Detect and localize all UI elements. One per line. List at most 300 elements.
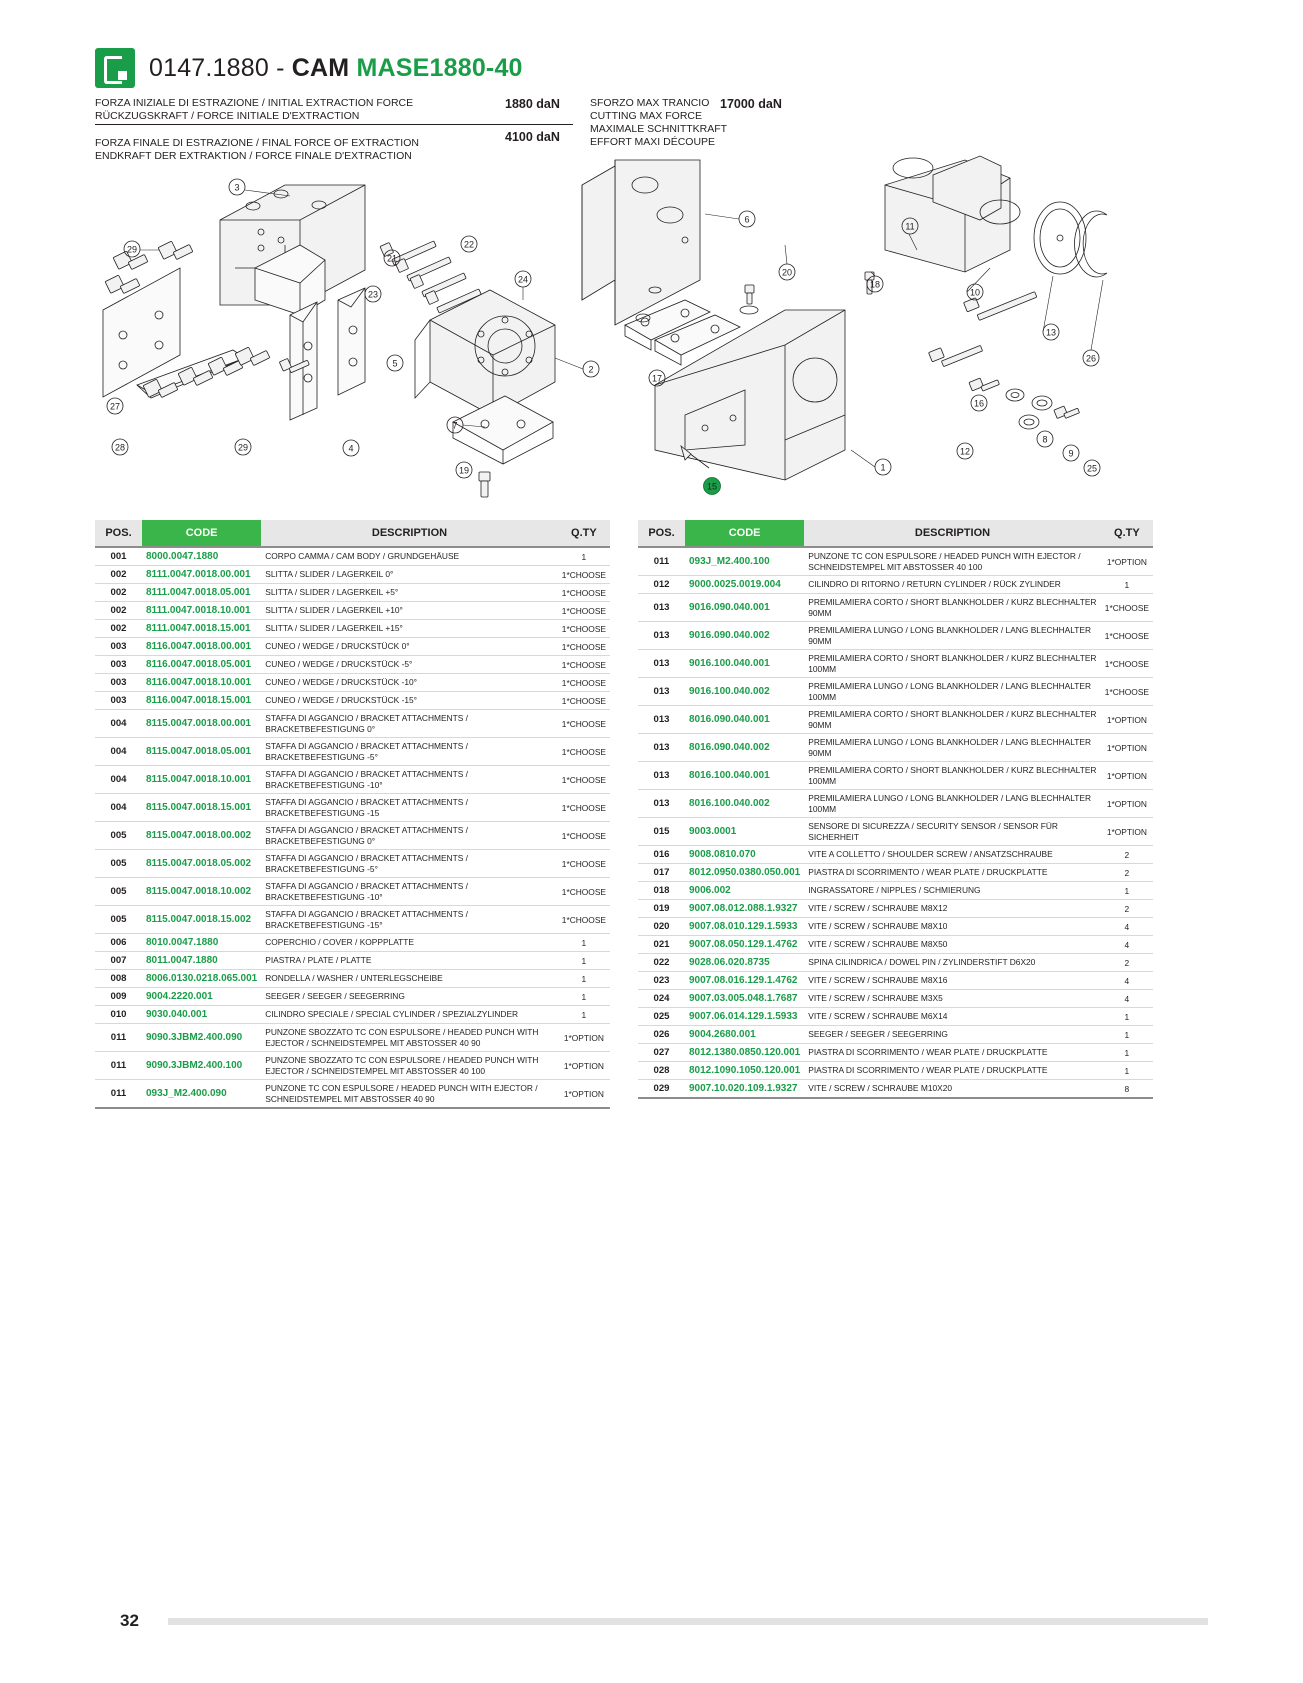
cell-pos: 009 xyxy=(95,988,142,1006)
cell-code: 8012.1090.1050.120.001 xyxy=(685,1062,804,1080)
cell-code: 9016.090.040.002 xyxy=(685,622,804,650)
cell-pos: 005 xyxy=(95,850,142,878)
cell-code: 9090.3JBM2.400.100 xyxy=(142,1052,261,1080)
cell-qty: 1*CHOOSE xyxy=(558,656,610,674)
header-qty: Q.TY xyxy=(1101,520,1153,547)
cell-qty: 4 xyxy=(1101,918,1153,936)
cell-code: 8116.0047.0018.00.001 xyxy=(142,638,261,656)
table-row xyxy=(638,576,1153,594)
cell-qty: 1*OPTION xyxy=(1101,790,1153,818)
cell-code: 8115.0047.0018.15.002 xyxy=(142,906,261,934)
cell-code: 9007.06.014.129.1.5933 xyxy=(685,1008,804,1026)
cell-pos: 010 xyxy=(95,1006,142,1024)
cell-qty: 2 xyxy=(1101,900,1153,918)
cell-code: 8006.0130.0218.065.001 xyxy=(142,970,261,988)
cell-description: STAFFA DI AGGANCIO / BRACKET ATTACHMENTS / BRACKETBEFESTIGUNG -10° xyxy=(261,878,558,906)
final-force-label-1: FORZA FINALE DI ESTRAZIONE / FINAL FORCE OF EXTRACTION xyxy=(95,137,419,149)
initial-force-value: 1880 daN xyxy=(505,97,560,111)
cell-qty: 1 xyxy=(1101,1026,1153,1044)
table-row xyxy=(95,638,610,656)
cell-qty: 1*CHOOSE xyxy=(1101,678,1153,706)
title-code: 0147.1880 - xyxy=(149,53,292,82)
svg-text:25: 25 xyxy=(1086,463,1098,474)
cell-pos: 005 xyxy=(95,906,142,934)
cell-qty: 1*OPTION xyxy=(1101,706,1153,734)
cell-code: 9016.100.040.001 xyxy=(685,650,804,678)
header-qty: Q.TY xyxy=(558,520,610,547)
svg-text:20: 20 xyxy=(781,267,793,278)
cell-qty: 1 xyxy=(1101,882,1153,900)
cell-qty: 1*CHOOSE xyxy=(558,850,610,878)
callout-25 xyxy=(1084,460,1100,476)
svg-text:19: 19 xyxy=(458,465,470,476)
cell-qty: 1*CHOOSE xyxy=(558,710,610,738)
cell-pos: 029 xyxy=(638,1080,685,1099)
cell-code: 8115.0047.0018.05.002 xyxy=(142,850,261,878)
table-row xyxy=(95,620,610,638)
cell-code: 9090.3JBM2.400.090 xyxy=(142,1024,261,1052)
cell-qty: 4 xyxy=(1101,990,1153,1008)
svg-text:23: 23 xyxy=(367,289,379,300)
cell-description: CILINDRO DI RITORNO / RETURN CYLINDER / RÜCK ZYLINDER xyxy=(804,576,1101,594)
cell-description: STAFFA DI AGGANCIO / BRACKET ATTACHMENTS / BRACKETBEFESTIGUNG -5° xyxy=(261,850,558,878)
cell-code: 8115.0047.0018.05.001 xyxy=(142,738,261,766)
title-cam: CAM xyxy=(291,53,357,82)
final-force-label-2: ENDKRAFT DER EXTRAKTION / FORCE FINALE D'EXTRACTION xyxy=(95,150,412,162)
svg-text:11: 11 xyxy=(905,221,915,232)
cell-pos: 013 xyxy=(638,678,685,706)
cell-code: 8115.0047.0018.00.002 xyxy=(142,822,261,850)
cell-code: 8012.0950.0380.050.001 xyxy=(685,864,804,882)
cell-qty: 1 xyxy=(558,1006,610,1024)
table-row xyxy=(638,790,1153,818)
cell-pos: 023 xyxy=(638,972,685,990)
table-row xyxy=(638,547,1153,576)
table-row xyxy=(638,864,1153,882)
table-row xyxy=(95,850,610,878)
cut-force-label-3: MAXIMALE SCHNITTKRAFT xyxy=(590,123,728,135)
table-row xyxy=(95,906,610,934)
cell-code: 8115.0047.0018.10.002 xyxy=(142,878,261,906)
header-code: CODE xyxy=(685,520,804,547)
cell-code: 9007.08.050.129.1.4762 xyxy=(685,936,804,954)
svg-text:18: 18 xyxy=(869,279,881,290)
cell-pos: 001 xyxy=(95,547,142,566)
callout-29b xyxy=(235,439,251,455)
callout-3 xyxy=(229,179,245,195)
cell-description: VITE / SCREW / SCHRAUBE M3X5 xyxy=(804,990,1101,1008)
svg-text:10: 10 xyxy=(969,287,981,298)
cell-description: SEEGER / SEEGER / SEEGERRING xyxy=(804,1026,1101,1044)
cell-qty: 1*OPTION xyxy=(558,1024,610,1052)
cell-description: SLITTA / SLIDER / LAGERKEIL +5° xyxy=(261,584,558,602)
cell-code: 8016.100.040.001 xyxy=(685,762,804,790)
cell-qty: 1*CHOOSE xyxy=(558,602,610,620)
cell-code: 9016.100.040.002 xyxy=(685,678,804,706)
cell-qty: 2 xyxy=(1101,864,1153,882)
svg-text:12: 12 xyxy=(959,446,971,457)
cell-description: SEEGER / SEEGER / SEEGERRING xyxy=(261,988,558,1006)
cell-code: 9006.002 xyxy=(685,882,804,900)
svg-text:28: 28 xyxy=(114,442,126,453)
cell-code: 8115.0047.0018.10.001 xyxy=(142,766,261,794)
table-row xyxy=(638,900,1153,918)
cell-qty: 1*CHOOSE xyxy=(1101,650,1153,678)
table-row xyxy=(95,692,610,710)
svg-text:29: 29 xyxy=(126,244,138,255)
table-row xyxy=(638,1008,1153,1026)
cell-description: PREMILAMIERA LUNGO / LONG BLANKHOLDER / LANG BLECHHALTER 100MM xyxy=(804,790,1101,818)
callout-22 xyxy=(461,236,477,252)
cell-code: 093J_M2.400.100 xyxy=(685,547,804,576)
callout-8 xyxy=(1037,431,1053,447)
table-row xyxy=(638,594,1153,622)
table-row xyxy=(638,706,1153,734)
cell-pos: 006 xyxy=(95,934,142,952)
callout-24 xyxy=(515,271,531,287)
cell-qty: 1*OPTION xyxy=(1101,818,1153,846)
table-row xyxy=(638,1062,1153,1080)
svg-text:8: 8 xyxy=(1042,434,1048,445)
cell-pos: 004 xyxy=(95,766,142,794)
diagram-parts xyxy=(103,156,1107,497)
cell-description: CUNEO / WEDGE / DRUCKSTÜCK -10° xyxy=(261,674,558,692)
table-row xyxy=(95,1080,610,1109)
svg-text:17: 17 xyxy=(651,373,663,384)
cell-pos: 011 xyxy=(95,1024,142,1052)
cell-code: 9003.0001 xyxy=(685,818,804,846)
cell-qty: 1*CHOOSE xyxy=(558,906,610,934)
cell-code: 8012.1380.0850.120.001 xyxy=(685,1044,804,1062)
cell-qty: 1 xyxy=(558,934,610,952)
cell-description: CUNEO / WEDGE / DRUCKSTÜCK -15° xyxy=(261,692,558,710)
cell-description: CUNEO / WEDGE / DRUCKSTÜCK -5° xyxy=(261,656,558,674)
svg-text:1: 1 xyxy=(880,462,886,473)
parts-table-right-head xyxy=(638,520,1153,547)
cell-pos: 016 xyxy=(638,846,685,864)
cell-description: VITE / SCREW / SCHRAUBE M8X50 xyxy=(804,936,1101,954)
cell-code: 8111.0047.0018.15.001 xyxy=(142,620,261,638)
table-row xyxy=(95,934,610,952)
table-row xyxy=(638,678,1153,706)
page-number: 32 xyxy=(120,1611,139,1630)
cell-description: COPERCHIO / COVER / KOPPPLATTE xyxy=(261,934,558,952)
table-row xyxy=(95,674,610,692)
cell-description: PIASTRA DI SCORRIMENTO / WEAR PLATE / DRUCKPLATTE xyxy=(804,1062,1101,1080)
svg-text:5: 5 xyxy=(392,358,398,369)
svg-text:13: 13 xyxy=(1045,327,1057,338)
cell-pos: 003 xyxy=(95,692,142,710)
cell-description: INGRASSATORE / NIPPLES / SCHMIERUNG xyxy=(804,882,1101,900)
cell-qty: 1*OPTION xyxy=(1101,734,1153,762)
cell-qty: 1*OPTION xyxy=(558,1080,610,1109)
cell-description: PREMILAMIERA CORTO / SHORT BLANKHOLDER / KURZ BLECHHALTER 90MM xyxy=(804,594,1101,622)
table-row xyxy=(638,762,1153,790)
callout-10 xyxy=(967,284,983,300)
cell-qty: 1*OPTION xyxy=(558,1052,610,1080)
cell-pos: 013 xyxy=(638,734,685,762)
cell-code: 8115.0047.0018.00.001 xyxy=(142,710,261,738)
table-row xyxy=(95,1024,610,1052)
table-row xyxy=(638,650,1153,678)
cell-description: PUNZONE SBOZZATO TC CON ESPULSORE / HEADED PUNCH WITH EJECTOR / SCHNEIDSTEMPEL MIT ABSTOSSER 40 100 xyxy=(261,1052,558,1080)
cell-pos: 017 xyxy=(638,864,685,882)
parts-table-right xyxy=(638,520,1153,1099)
footer-bar xyxy=(168,1618,1208,1625)
cell-description: STAFFA DI AGGANCIO / BRACKET ATTACHMENTS / BRACKETBEFESTIGUNG 0° xyxy=(261,822,558,850)
cell-qty: 1*CHOOSE xyxy=(558,566,610,584)
cell-description: CORPO CAMMA / CAM BODY / GRUNDGEHÄUSE xyxy=(261,547,558,566)
cut-force-label-2: CUTTING MAX FORCE xyxy=(590,110,702,122)
callout-16 xyxy=(971,395,987,411)
cell-qty: 1 xyxy=(1101,1062,1153,1080)
parts-table-right-body xyxy=(638,547,1153,1098)
cell-qty: 1 xyxy=(1101,576,1153,594)
cell-description: PUNZONE TC CON ESPULSORE / HEADED PUNCH WITH EJECTOR / SCHNEIDSTEMPEL MIT ABSTOSSER 40 90 xyxy=(261,1080,558,1109)
cell-qty: 1*CHOOSE xyxy=(558,878,610,906)
svg-text:29: 29 xyxy=(237,442,249,453)
cell-pos: 003 xyxy=(95,674,142,692)
parts-table-left-body xyxy=(95,547,610,1108)
cell-code: 8016.090.040.002 xyxy=(685,734,804,762)
cell-qty: 1*CHOOSE xyxy=(558,620,610,638)
cell-description: STAFFA DI AGGANCIO / BRACKET ATTACHMENTS / BRACKETBEFESTIGUNG -15° xyxy=(261,906,558,934)
cell-qty: 1*CHOOSE xyxy=(558,584,610,602)
cell-description: VITE / SCREW / SCHRAUBE M8X10 xyxy=(804,918,1101,936)
svg-text:22: 22 xyxy=(463,239,475,250)
svg-text:21: 21 xyxy=(386,253,398,264)
cell-code: 9004.2680.001 xyxy=(685,1026,804,1044)
cell-qty: 4 xyxy=(1101,972,1153,990)
table-row xyxy=(95,970,610,988)
cell-code: 9016.090.040.001 xyxy=(685,594,804,622)
cell-pos: 028 xyxy=(638,1062,685,1080)
cell-code: 9030.040.001 xyxy=(142,1006,261,1024)
cell-description: PUNZONE TC CON ESPULSORE / HEADED PUNCH WITH EJECTOR / SCHNEIDSTEMPEL MIT ABSTOSSER 40 100 xyxy=(804,547,1101,576)
table-row xyxy=(638,936,1153,954)
cell-code: 8016.090.040.001 xyxy=(685,706,804,734)
table-row xyxy=(95,766,610,794)
header-pos: POS. xyxy=(638,520,685,547)
cell-code: 8115.0047.0018.15.001 xyxy=(142,794,261,822)
cell-code: 8016.100.040.002 xyxy=(685,790,804,818)
cell-description: STAFFA DI AGGANCIO / BRACKET ATTACHMENTS / BRACKETBEFESTIGUNG -5° xyxy=(261,738,558,766)
initial-force-label-2: RÜCKZUGSKRAFT / FORCE INITIALE D'EXTRACTION xyxy=(95,110,360,122)
cell-pos: 013 xyxy=(638,650,685,678)
cell-qty: 4 xyxy=(1101,936,1153,954)
callout-19 xyxy=(456,462,472,478)
svg-text:9: 9 xyxy=(1068,448,1074,459)
cell-pos: 007 xyxy=(95,952,142,970)
cell-code: 8010.0047.1880 xyxy=(142,934,261,952)
cell-qty: 1*CHOOSE xyxy=(558,794,610,822)
callout-6 xyxy=(739,211,755,227)
table-row xyxy=(638,846,1153,864)
cell-qty: 1*CHOOSE xyxy=(558,674,610,692)
cell-code: 8111.0047.0018.05.001 xyxy=(142,584,261,602)
svg-text:7: 7 xyxy=(452,420,458,431)
cell-qty: 1*OPTION xyxy=(1101,547,1153,576)
cell-pos: 005 xyxy=(95,878,142,906)
cell-pos: 002 xyxy=(95,584,142,602)
cell-code: 8011.0047.1880 xyxy=(142,952,261,970)
table-row xyxy=(638,818,1153,846)
callout-4 xyxy=(343,440,359,456)
svg-text:27: 27 xyxy=(109,401,121,412)
table-row xyxy=(95,566,610,584)
cell-description: STAFFA DI AGGANCIO / BRACKET ATTACHMENTS / BRACKETBEFESTIGUNG 0° xyxy=(261,710,558,738)
cell-pos: 013 xyxy=(638,622,685,650)
cell-pos: 002 xyxy=(95,566,142,584)
cell-code: 9007.10.020.109.1.9327 xyxy=(685,1080,804,1099)
cell-code: 9028.06.020.8735 xyxy=(685,954,804,972)
cell-description: PIASTRA / PLATE / PLATTE xyxy=(261,952,558,970)
cell-code: 8111.0047.0018.00.001 xyxy=(142,566,261,584)
cell-description: VITE A COLLETTO / SHOULDER SCREW / ANSATZSCHRAUBE xyxy=(804,846,1101,864)
svg-text:6: 6 xyxy=(744,214,750,225)
cell-description: SLITTA / SLIDER / LAGERKEIL +10° xyxy=(261,602,558,620)
table-row xyxy=(95,710,610,738)
callout-15-highlight xyxy=(704,478,721,495)
cell-code: 9007.08.010.129.1.5933 xyxy=(685,918,804,936)
cell-code: 8116.0047.0018.10.001 xyxy=(142,674,261,692)
svg-text:3: 3 xyxy=(234,182,240,193)
table-row xyxy=(638,1080,1153,1099)
table-row xyxy=(95,656,610,674)
cell-description: SLITTA / SLIDER / LAGERKEIL 0° xyxy=(261,566,558,584)
cell-description: SPINA CILINDRICA / DOWEL PIN / ZYLINDERSTIFT D6X20 xyxy=(804,954,1101,972)
callout-2 xyxy=(583,361,599,377)
cell-pos: 003 xyxy=(95,638,142,656)
table-row xyxy=(95,602,610,620)
table-row xyxy=(638,1044,1153,1062)
cell-code: 9004.2220.001 xyxy=(142,988,261,1006)
callout-28 xyxy=(112,439,128,455)
table-row xyxy=(638,622,1153,650)
cell-pos: 011 xyxy=(638,547,685,576)
callout-12 xyxy=(957,443,973,459)
table-row xyxy=(95,794,610,822)
cell-pos: 011 xyxy=(95,1052,142,1080)
svg-text:26: 26 xyxy=(1085,353,1097,364)
cell-pos: 020 xyxy=(638,918,685,936)
cell-code: 9007.08.016.129.1.4762 xyxy=(685,972,804,990)
svg-text:15: 15 xyxy=(706,481,718,492)
cell-pos: 026 xyxy=(638,1026,685,1044)
callout-29a xyxy=(124,241,140,257)
cell-pos: 002 xyxy=(95,620,142,638)
callout-1 xyxy=(875,459,891,475)
table-row xyxy=(638,1026,1153,1044)
cell-pos: 013 xyxy=(638,762,685,790)
exploded-assembly-diagram xyxy=(85,150,1225,510)
cell-pos: 022 xyxy=(638,954,685,972)
svg-text:16: 16 xyxy=(973,398,985,409)
table-row xyxy=(95,1006,610,1024)
cell-qty: 8 xyxy=(1101,1080,1153,1099)
cell-pos: 018 xyxy=(638,882,685,900)
svg-text:4: 4 xyxy=(348,443,354,454)
cell-description: VITE / SCREW / SCHRAUBE M6X14 xyxy=(804,1008,1101,1026)
cell-description: PREMILAMIERA LUNGO / LONG BLANKHOLDER / LANG BLECHHALTER 90MM xyxy=(804,734,1101,762)
cell-qty: 1 xyxy=(1101,1008,1153,1026)
table-row xyxy=(95,878,610,906)
cell-description: PREMILAMIERA CORTO / SHORT BLANKHOLDER / KURZ BLECHHALTER 100MM xyxy=(804,650,1101,678)
table-row xyxy=(95,822,610,850)
page-footer xyxy=(0,1611,1303,1631)
cell-pos: 004 xyxy=(95,738,142,766)
cell-pos: 013 xyxy=(638,790,685,818)
table-row xyxy=(638,954,1153,972)
table-row xyxy=(95,952,610,970)
cell-pos: 011 xyxy=(95,1080,142,1109)
table-row xyxy=(638,882,1153,900)
cell-code: 9000.0025.0019.004 xyxy=(685,576,804,594)
cell-pos: 005 xyxy=(95,822,142,850)
callout-23 xyxy=(365,286,381,302)
document-header xyxy=(95,48,1215,88)
cell-description: PUNZONE SBOZZATO TC CON ESPULSORE / HEADED PUNCH WITH EJECTOR / SCHNEIDSTEMPEL MIT ABSTOSSER 40 90 xyxy=(261,1024,558,1052)
table-row xyxy=(638,734,1153,762)
cell-pos: 015 xyxy=(638,818,685,846)
cell-pos: 024 xyxy=(638,990,685,1008)
cell-pos: 013 xyxy=(638,594,685,622)
header-code: CODE xyxy=(142,520,261,547)
cell-code: 9008.0810.070 xyxy=(685,846,804,864)
cut-force-label-4: EFFORT MAXI DÉCOUPE xyxy=(590,136,716,148)
cell-code: 093J_M2.400.090 xyxy=(142,1080,261,1109)
parts-table-left xyxy=(95,520,610,1109)
cell-qty: 2 xyxy=(1101,846,1153,864)
table-row xyxy=(95,547,610,566)
callout-9 xyxy=(1063,445,1079,461)
cell-code: 8116.0047.0018.15.001 xyxy=(142,692,261,710)
cell-code: 8116.0047.0018.05.001 xyxy=(142,656,261,674)
cell-pos: 012 xyxy=(638,576,685,594)
callout-18 xyxy=(867,276,883,292)
callout-27 xyxy=(107,398,123,414)
table-row xyxy=(95,738,610,766)
table-row xyxy=(638,918,1153,936)
cell-code: 9007.03.005.048.1.7687 xyxy=(685,990,804,1008)
cell-description: SLITTA / SLIDER / LAGERKEIL +15° xyxy=(261,620,558,638)
cell-description: SENSORE DI SICUREZZA / SECURITY SENSOR / SENSOR FÜR SICHERHEIT xyxy=(804,818,1101,846)
svg-text:2: 2 xyxy=(588,364,594,375)
cell-description: PREMILAMIERA CORTO / SHORT BLANKHOLDER / KURZ BLECHHALTER 100MM xyxy=(804,762,1101,790)
brand-logo-icon xyxy=(95,48,135,88)
cell-pos: 003 xyxy=(95,656,142,674)
cell-description: STAFFA DI AGGANCIO / BRACKET ATTACHMENTS / BRACKETBEFESTIGUNG -15 xyxy=(261,794,558,822)
callout-5 xyxy=(387,355,403,371)
table-row xyxy=(95,584,610,602)
cell-pos: 008 xyxy=(95,970,142,988)
cell-qty: 1 xyxy=(558,988,610,1006)
title-model: MASE1880-40 xyxy=(356,53,523,82)
header-description: DESCRIPTION xyxy=(804,520,1101,547)
cell-description: PIASTRA DI SCORRIMENTO / WEAR PLATE / DRUCKPLATTE xyxy=(804,864,1101,882)
cell-pos: 019 xyxy=(638,900,685,918)
cell-qty: 1 xyxy=(1101,1044,1153,1062)
header-pos: POS. xyxy=(95,520,142,547)
cell-qty: 1 xyxy=(558,970,610,988)
cell-qty: 1*CHOOSE xyxy=(558,738,610,766)
page-title xyxy=(149,54,523,83)
cell-pos: 004 xyxy=(95,794,142,822)
cell-description: STAFFA DI AGGANCIO / BRACKET ATTACHMENTS / BRACKETBEFESTIGUNG -10° xyxy=(261,766,558,794)
cell-qty: 1*CHOOSE xyxy=(1101,594,1153,622)
cell-pos: 013 xyxy=(638,706,685,734)
cell-pos: 002 xyxy=(95,602,142,620)
